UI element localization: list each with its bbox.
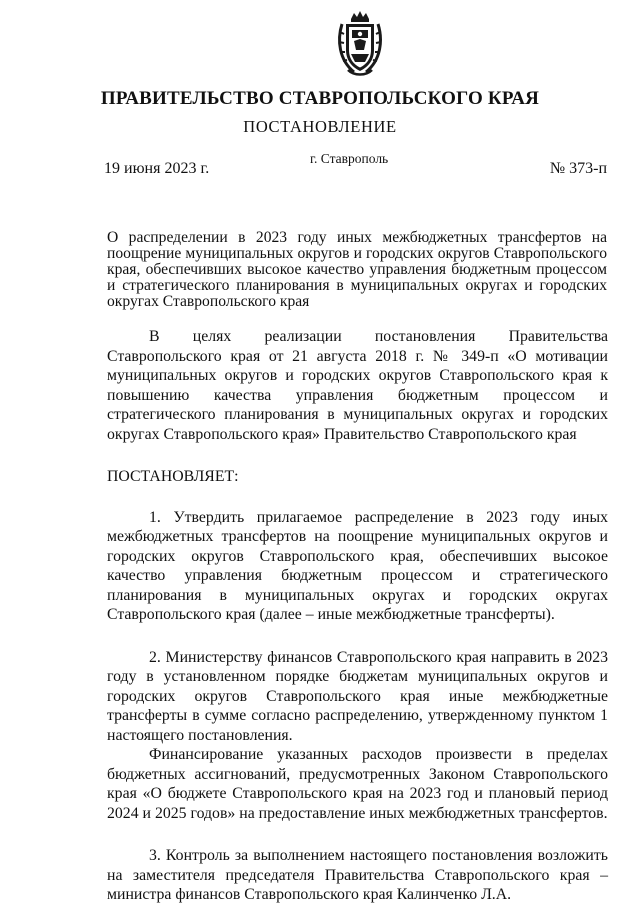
item-paragraph: 1. Утвердить прилагаемое распределение в 2023 году иных межбюджетных трансфертов на поощрение муниципальных округов и городских округов Ставропольского края, обеспечивших высокое качество управления бюджетным процессом и стратегического планирования в муниципальных округах и городских округах Ставропольского края (далее – иные межбюджетные трансферты). xyxy=(107,508,608,623)
document-subject: О распределении в 2023 году иных межбюджетных трансфертов на поощрение муниципальных округов и городских округов Ставропольского края, обеспечивших высокое качество управления бюджетным процессом и стратегического планирования в муниципальных округах и городских округах Ставропольского края xyxy=(107,229,607,310)
document-date: 19 июня 2023 г. xyxy=(104,160,210,177)
preamble-paragraph: В целях реализации постановления Правительства Ставропольского края от 21 августа 2018 г. № 349-п «О мотивации муниципальных округов и городских округов Ставропольского края к повышению качества управления бюджетным процессом и стратегического планирования в муниципальных округах и городских округах Ставропольского края» Правительство Ставропольского края xyxy=(107,328,608,443)
item-paragraph: Финансирование указанных расходов произвести в пределах бюджетных ассигнований, предусмотренных Законом Ставропольского края «О бюджете Ставропольского края на 2023 год и плановый период 2024 и 2025 годов» на предоставление иных межбюджетных трансфертов. xyxy=(107,746,608,822)
document-city: г. Ставрополь xyxy=(310,151,389,166)
document-type: ПОСТАНОВЛЕНИЕ xyxy=(243,117,397,136)
decree-word: ПОСТАНОВЛЯЕТ: xyxy=(107,468,239,485)
stavropol-coat-of-arms-icon xyxy=(336,10,384,78)
government-title: ПРАВИТЕЛЬСТВО СТАВРОПОЛЬСКОГО КРАЯ xyxy=(100,88,540,109)
document-number: № 373-п xyxy=(549,160,607,177)
item-paragraph: 2. Министерству финансов Ставропольского края направить в 2023 году в установленном порядке бюджетам муниципальных округов и городских округов Ставропольского края иные межбюджетные трансферты в сумме согласно распределению, утвержденному пунктом 1 настоящего постановления. xyxy=(107,648,608,744)
item-paragraph: 3. Контроль за выполнением настоящего постановления возложить на заместителя председателя Правительства Ставропольского края – министра финансов Ставропольского края Калинченко Л.А. xyxy=(107,847,608,903)
document-body xyxy=(107,327,608,905)
